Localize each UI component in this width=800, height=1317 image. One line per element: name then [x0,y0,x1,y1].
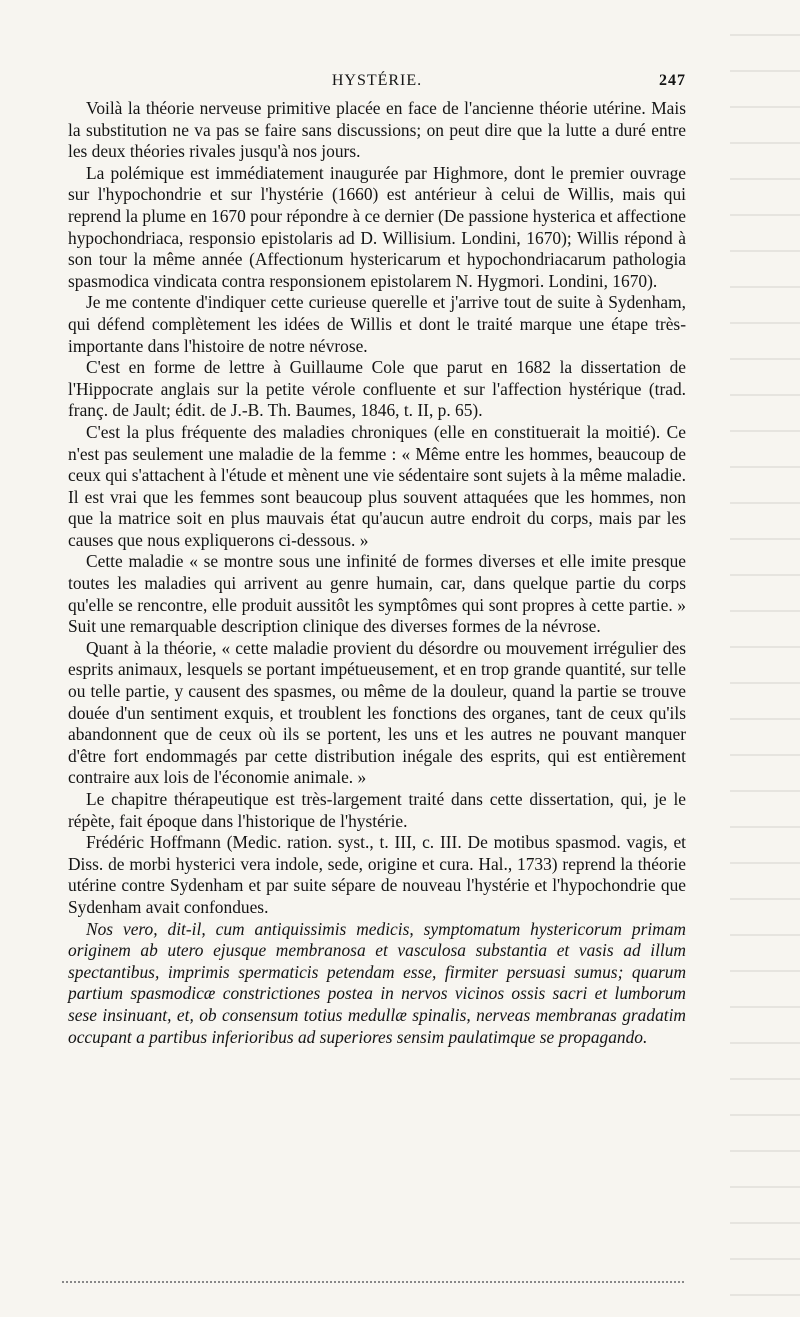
paragraph: Le chapitre thérapeutique est très-largement traité dans cette dissertation, qui, je le répète, fait époque dans l'historique de l'hystérie. [68,789,686,831]
paragraph: C'est la plus fréquente des maladies chroniques (elle en constituerait la moitié). Ce n'est pas seulement une maladie de la femme : « Même entre les hommes, beaucoup de ceux qui s'attachent à l'étude et mènent une vie sédentaire sont sujets à la même maladie. Il est vrai que les femmes sont beaucoup plus souvent attaquées que les hommes, non que la matrice soit en plus mauvais état qu'aucun autre endroit du corps, mais par les causes que nous expliquerons ci-dessous. » [68,421,686,550]
latin-quotation: Nos vero, dit-il, cum antiquissimis medicis, symptomatum hystericorum primam originem ab utero ejusque membranosa et vasculosa substantia et vasis ad illum spectantibus, imprimis spermaticis petendam esse, firmiter persuasi sumus; quarum partium spasmodicæ constrictiones postea in nervos vicinos ossis sacri et lumborum sese insinuant, et, ob consensum totius medullæ spinalis, nerveas membranas gradatim occupant a partibus inferioribus ad superiores sensim paulatimque se propagando. [68,918,686,1047]
paragraph: Voilà la théorie nerveuse primitive placée en face de l'ancienne théorie utérine. Mais la substitution ne va pas se faire sans discussions; on peut dire que la lutte a duré entre les deux théories rivales jusqu'à nos jours. [68,98,686,162]
page-number: 247 [659,72,686,89]
paragraph: Frédéric Hoffmann (Medic. ration. syst., t. III, c. III. De motibus spasmod. vagis, et Diss. de morbi hysterici vera indole, sede, origine et cura. Hal., 1733) reprend la théorie utérine contre Sydenham et par suite sépare de nouveau l'hystérie et l'hypochondrie que Sydenham avait confondues. [68,832,686,917]
paragraph: C'est en forme de lettre à Guillaume Cole que parut en 1682 la dissertation de l'Hippocrate anglais sur la petite vérole confluente et sur l'affection hystérique (trad. franç. de Jault; édit. de J.-B. Th. Baumes, 1846, t. II, p. 65). [68,357,686,421]
running-header [68,70,686,94]
paragraph: Je me contente d'indiquer cette curieuse querelle et j'arrive tout de suite à Sydenham, qui défend complètement les idées de Willis et dont le traité marque une étape très-importante dans l'histoire de notre névrose. [68,292,686,356]
book-page [68,70,686,1048]
paragraph: Cette maladie « se montre sous une infinité de formes diverses et elle imite presque toutes les maladies qui arrivent au genre humain, car, dans quelque partie du corps qu'elle se rencontre, elle produit aussitôt les symptômes qui sont propres à cette partie. » Suit une remarquable description clinique des diverses formes de la névrose. [68,551,686,637]
margin-scan-noise [730,0,800,1317]
paragraph: La polémique est immédiatement inaugurée par Highmore, dont le premier ouvrage sur l'hypochondrie et sur l'hystérie (1660) est antérieur à celui de Willis, mais qui reprend la plume en 1670 pour répondre à ce dernier (De passione hysterica et affectione hypochondriaca, responsio epistolaris ad D. Willisium. Londini, 1670); Willis répond à son tour la même année (Affectionum hystericarum et hypochondriacarum pathologia spasmodica vindicata contra responsionem epistolarem N. Hygmori. Londini, 1670). [68,162,686,291]
running-title: HYSTÉRIE. [331,72,423,89]
footer-dotted-rule [62,1281,684,1283]
paragraph: Quant à la théorie, « cette maladie provient du désordre ou mouvement irrégulier des esprits animaux, lesquels se portant impétueusement, et en trop grande quantité, sur telle ou telle partie, y causent des spasmes, ou même de la douleur, quand la partie se trouve douée d'un sentiment exquis, et troublent les fonctions des organes, tant de ceux qu'ils abandonnent que de ceux où ils se portent, les uns et les autres ne pouvant manquer d'être fort endommagés par cette distribution inégale des esprits, qui est entièrement contraire aux lois de l'économie animale. » [68,637,686,788]
